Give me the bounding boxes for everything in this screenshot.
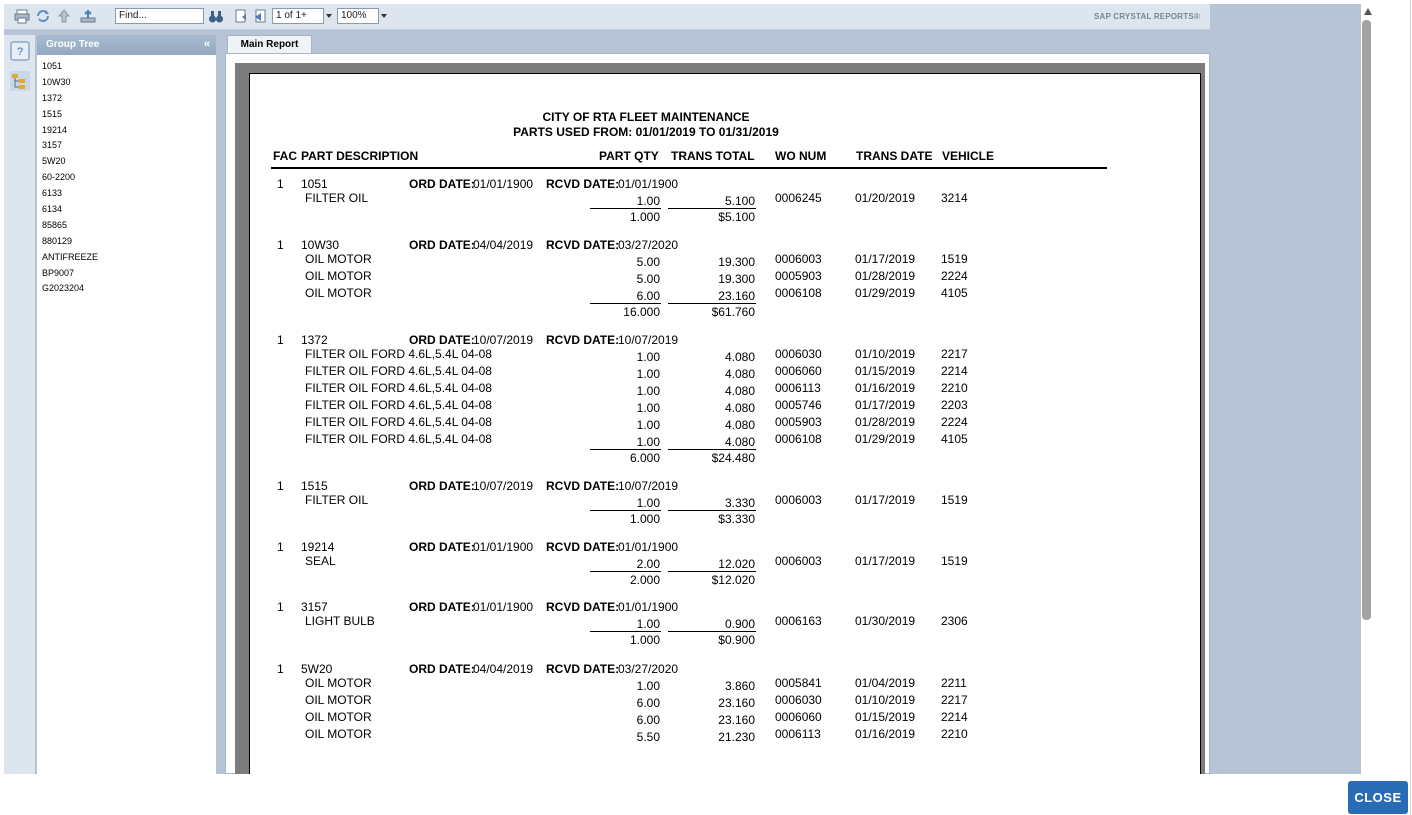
header-fac: FAC [273,149,297,163]
subtotal-qty: 2.000 [629,573,660,587]
row-wo-num: 0005903 [775,269,822,283]
row-wo-num: 0006003 [775,252,822,266]
subtotal-trans-total: $3.330 [718,512,755,526]
row-vehicle: 1519 [941,252,968,266]
row-part-qty: 1.00 [636,496,660,510]
row-part-description: OIL MOTOR [305,676,372,690]
group-fac: 1 [277,238,284,252]
row-part-qty: 1.00 [636,401,660,415]
group-fac: 1 [277,662,284,676]
rcvd-date-label: RCVD DATE: [546,479,620,493]
subtotal-rule [668,510,756,511]
row-part-description: OIL MOTOR [305,269,372,283]
row-part-qty: 1.00 [636,418,660,432]
group-tree-header [37,35,216,55]
row-part-description: OIL MOTOR [305,710,372,724]
ord-date-label: ORD DATE: [409,540,475,554]
report-title: CITY OF RTA FLEET MAINTENANCE [542,110,750,124]
subtotal-rule [668,208,756,209]
group-part-number: 5W20 [301,662,333,676]
group-tree-item[interactable]: 5W20 [42,156,66,167]
row-vehicle: 2217 [941,347,968,361]
group-fac: 1 [277,333,284,347]
row-vehicle: 1519 [941,493,968,507]
header-part-qty: PART QTY [599,149,659,163]
vertical-scrollbar[interactable] [1361,4,1372,774]
row-wo-num: 0005746 [775,398,822,412]
row-trans-date: 01/15/2019 [855,364,916,378]
report-area [225,53,1210,774]
subtotal-rule [590,208,661,209]
subtotal-qty: 1.000 [629,633,660,647]
header-trans-date: TRANS DATE [856,149,933,163]
row-wo-num: 0006060 [775,710,822,724]
rcvd-date-value: 01/01/1900 [618,600,679,614]
page-background [235,63,1205,774]
viewer-toolbar [4,4,1210,30]
row-trans-total: 4.080 [724,367,755,381]
brand-logo: SAP CRYSTAL REPORTS® [1093,12,1200,21]
group-tree-item[interactable]: G2023204 [42,283,85,294]
rcvd-date-label: RCVD DATE: [546,333,620,347]
scroll-up-icon[interactable] [1364,8,1372,15]
binoculars-icon[interactable] [208,8,224,24]
row-vehicle: 2224 [941,269,968,283]
row-trans-date: 01/28/2019 [855,415,916,429]
rcvd-date-label: RCVD DATE: [546,238,620,252]
group-fac: 1 [277,540,284,554]
ord-date-label: ORD DATE: [409,177,475,191]
row-vehicle: 2214 [941,710,968,724]
row-trans-date: 01/15/2019 [855,710,916,724]
row-part-description: LIGHT BULB [305,614,375,628]
row-vehicle: 2210 [941,727,968,741]
group-fac: 1 [277,600,284,614]
row-part-description: FILTER OIL [305,493,369,507]
row-trans-total: 0.900 [724,617,755,631]
row-vehicle: 2203 [941,398,968,412]
row-trans-date: 01/29/2019 [855,286,916,300]
row-part-description: SEAL [305,554,336,568]
row-trans-total: 4.080 [724,418,755,432]
row-part-qty: 1.00 [636,617,660,631]
subtotal-qty: 16.000 [623,305,660,319]
row-part-qty: 5.50 [636,730,660,744]
first-page-icon[interactable] [233,8,249,24]
row-part-description: FILTER OIL FORD 4.6L,5.4L 04-08 [305,347,492,361]
report-viewer [4,4,1361,774]
row-wo-num: 0006163 [775,614,822,628]
subtotal-rule [590,571,661,572]
row-part-qty: 6.00 [636,713,660,727]
ord-date-label: ORD DATE: [409,600,475,614]
row-trans-total: 19.300 [718,255,755,269]
row-trans-date: 01/10/2019 [855,693,916,707]
row-trans-total: 4.080 [724,435,755,449]
row-trans-date: 01/20/2019 [855,191,916,205]
ord-date-value: 04/04/2019 [473,662,534,676]
group-part-number: 1515 [301,479,328,493]
ord-date-value: 10/07/2019 [473,333,534,347]
row-trans-total: 12.020 [718,557,755,571]
row-vehicle: 2217 [941,693,968,707]
ord-date-value: 01/01/1900 [473,177,534,191]
group-part-number: 1051 [301,177,328,191]
row-trans-total: 23.160 [718,713,755,727]
row-part-qty: 1.00 [636,384,660,398]
collapse-panel-icon[interactable]: « [203,38,210,50]
rcvd-date-value: 10/07/2019 [618,479,679,493]
ord-date-label: ORD DATE: [409,479,475,493]
row-vehicle: 1519 [941,554,968,568]
row-trans-total: 4.080 [724,384,755,398]
header-part-description: PART DESCRIPTION [301,149,419,163]
row-wo-num: 0006108 [775,286,822,300]
subtotal-trans-total: $0.900 [718,633,755,647]
find-input[interactable]: Find... [115,8,204,24]
row-vehicle: 4105 [941,432,968,446]
header-wo-num: WO NUM [775,149,827,163]
subtotal-qty: 6.000 [629,451,660,465]
row-part-description: FILTER OIL FORD 4.6L,5.4L 04-08 [305,415,492,429]
group-tree-item[interactable]: 60-2200 [42,172,76,183]
subtotal-rule [668,303,756,304]
row-wo-num: 0005841 [775,676,822,690]
ord-date-value: 01/01/1900 [473,540,534,554]
row-trans-total: 3.330 [724,496,755,510]
drill-up-icon[interactable] [56,8,72,24]
rcvd-date-label: RCVD DATE: [546,540,620,554]
close-button[interactable]: CLOSE [1348,781,1408,814]
group-tree-list [37,55,216,297]
row-trans-date: 01/29/2019 [855,432,916,446]
row-trans-date: 01/17/2019 [855,398,916,412]
rcvd-date-value: 01/01/1900 [618,177,679,191]
ord-date-value: 01/01/1900 [473,600,534,614]
group-tree-icon[interactable] [10,71,30,91]
ord-date-label: ORD DATE: [409,238,475,252]
row-wo-num: 0006060 [775,364,822,378]
group-tree-item[interactable]: 3157 [42,140,63,151]
rcvd-date-label: RCVD DATE: [546,177,620,191]
rcvd-date-value: 10/07/2019 [618,333,679,347]
group-tree-item[interactable]: 1515 [42,108,63,119]
group-part-number: 19214 [301,540,335,554]
row-trans-total: 23.160 [718,696,755,710]
subtotal-rule [590,449,661,450]
row-wo-num: 0006003 [775,493,822,507]
side-panel-rail [4,35,36,774]
subtotal-trans-total: $24.480 [711,451,755,465]
row-wo-num: 0006113 [775,727,821,741]
group-tree-item[interactable]: 85865 [42,219,68,230]
export-icon[interactable] [80,8,96,24]
row-part-qty: 6.00 [636,289,660,303]
row-part-qty: 1.00 [636,679,660,693]
print-icon[interactable] [14,8,30,24]
rcvd-date-label: RCVD DATE: [546,662,620,676]
row-vehicle: 2211 [941,676,967,690]
subtotal-trans-total: $12.020 [711,573,755,587]
row-wo-num: 0006030 [775,693,822,707]
ord-date-value: 04/04/2019 [473,238,534,252]
row-part-description: FILTER OIL FORD 4.6L,5.4L 04-08 [305,398,492,412]
row-trans-total: 21.230 [718,730,755,744]
subtotal-rule [590,303,661,304]
row-part-description: FILTER OIL FORD 4.6L,5.4L 04-08 [305,381,492,395]
row-vehicle: 4105 [941,286,968,300]
row-trans-date: 01/16/2019 [855,381,916,395]
group-tree-item[interactable]: 1051 [42,61,63,71]
report-subtitle: PARTS USED FROM: 01/01/2019 TO 01/31/2019 [513,125,779,139]
group-tree-item[interactable]: 19214 [42,124,68,135]
row-part-qty: 5.00 [636,272,660,286]
subtotal-rule [668,449,756,450]
row-trans-date: 01/04/2019 [855,676,916,690]
group-part-number: 1372 [301,333,328,347]
row-part-description: FILTER OIL FORD 4.6L,5.4L 04-08 [305,364,492,378]
header-trans-total: TRANS TOTAL [671,149,755,163]
subtotal-rule [668,631,756,632]
rcvd-date-value: 03/27/2020 [618,662,679,676]
row-wo-num: 0006030 [775,347,822,361]
group-tree-item[interactable]: 10W30 [42,76,71,87]
group-part-number: 3157 [301,600,328,614]
help-icon[interactable] [10,41,30,61]
rcvd-date-value: 03/27/2020 [618,238,679,252]
row-trans-date: 01/16/2019 [855,727,916,741]
row-wo-num: 0006113 [775,381,821,395]
scrollbar-thumb[interactable] [1362,20,1371,620]
zoom-field[interactable]: 100% [337,8,379,24]
divider [1410,0,1411,815]
row-trans-date: 01/17/2019 [855,554,916,568]
svg-text:?: ? [16,46,24,58]
group-tree-item[interactable]: 6133 [42,188,63,199]
row-part-description: OIL MOTOR [305,286,372,300]
group-fac: 1 [277,177,284,191]
row-trans-date: 01/17/2019 [855,493,916,507]
row-vehicle: 2210 [941,381,968,395]
row-wo-num: 0006003 [775,554,822,568]
group-tree-item[interactable]: 1372 [42,92,63,103]
report-page [249,73,1201,774]
row-trans-total: 4.080 [724,350,755,364]
ord-date-value: 10/07/2019 [473,479,534,493]
row-part-qty: 2.00 [636,557,660,571]
row-trans-total: 3.860 [724,679,755,693]
row-part-description: OIL MOTOR [305,727,372,741]
row-wo-num: 0006108 [775,432,822,446]
row-trans-total: 5.100 [724,194,755,208]
tab-main-report[interactable]: Main Report [227,35,312,53]
group-tree-item[interactable]: BP9007 [42,267,75,278]
rcvd-date-value: 01/01/1900 [618,540,679,554]
group-tree-item[interactable]: 880129 [42,235,73,246]
previous-page-icon[interactable] [252,8,268,24]
group-fac: 1 [277,479,284,493]
row-part-qty: 1.00 [636,435,660,449]
subtotal-trans-total: $61.760 [711,305,755,319]
subtotal-rule [590,510,661,511]
subtotal-trans-total: $5.100 [718,210,755,224]
rcvd-date-label: RCVD DATE: [546,600,620,614]
header-rule [271,167,1107,169]
row-vehicle: 2306 [941,614,968,628]
refresh-icon[interactable] [35,8,51,24]
zoom-dropdown-icon[interactable] [381,14,387,18]
row-vehicle: 2224 [941,415,968,429]
row-trans-date: 01/17/2019 [855,252,916,266]
page-number-field[interactable]: 1 of 1+ [272,8,324,24]
row-part-qty: 1.00 [636,367,660,381]
row-part-description: OIL MOTOR [305,252,372,266]
row-part-qty: 1.00 [636,194,660,208]
row-wo-num: 0005903 [775,415,822,429]
group-part-number: 10W30 [301,238,340,252]
row-trans-date: 01/30/2019 [855,614,916,628]
subtotal-qty: 1.000 [629,210,660,224]
subtotal-rule [668,571,756,572]
group-tree-item[interactable]: 6134 [42,204,63,215]
row-trans-total: 4.080 [724,401,755,415]
row-trans-total: 23.160 [718,289,755,303]
row-part-qty: 1.00 [636,350,660,364]
ord-date-label: ORD DATE: [409,662,475,676]
row-trans-total: 19.300 [718,272,755,286]
group-tree-item[interactable]: ANTIFREEZE [42,251,99,262]
row-vehicle: 3214 [941,191,968,205]
header-vehicle: VEHICLE [942,149,995,163]
page-dropdown-icon[interactable] [326,14,332,18]
subtotal-rule [590,631,661,632]
row-part-qty: 5.00 [636,255,660,269]
ord-date-label: ORD DATE: [409,333,475,347]
row-part-description: FILTER OIL [305,191,369,205]
group-tree-title: Group Tree [46,39,100,50]
row-part-description: OIL MOTOR [305,693,372,707]
row-part-qty: 6.00 [636,696,660,710]
row-trans-date: 01/28/2019 [855,269,916,283]
row-wo-num: 0006245 [775,191,822,205]
row-part-description: FILTER OIL FORD 4.6L,5.4L 04-08 [305,432,492,446]
row-trans-date: 01/10/2019 [855,347,916,361]
group-tree-panel [37,35,217,774]
subtotal-qty: 1.000 [629,512,660,526]
row-vehicle: 2214 [941,364,968,378]
